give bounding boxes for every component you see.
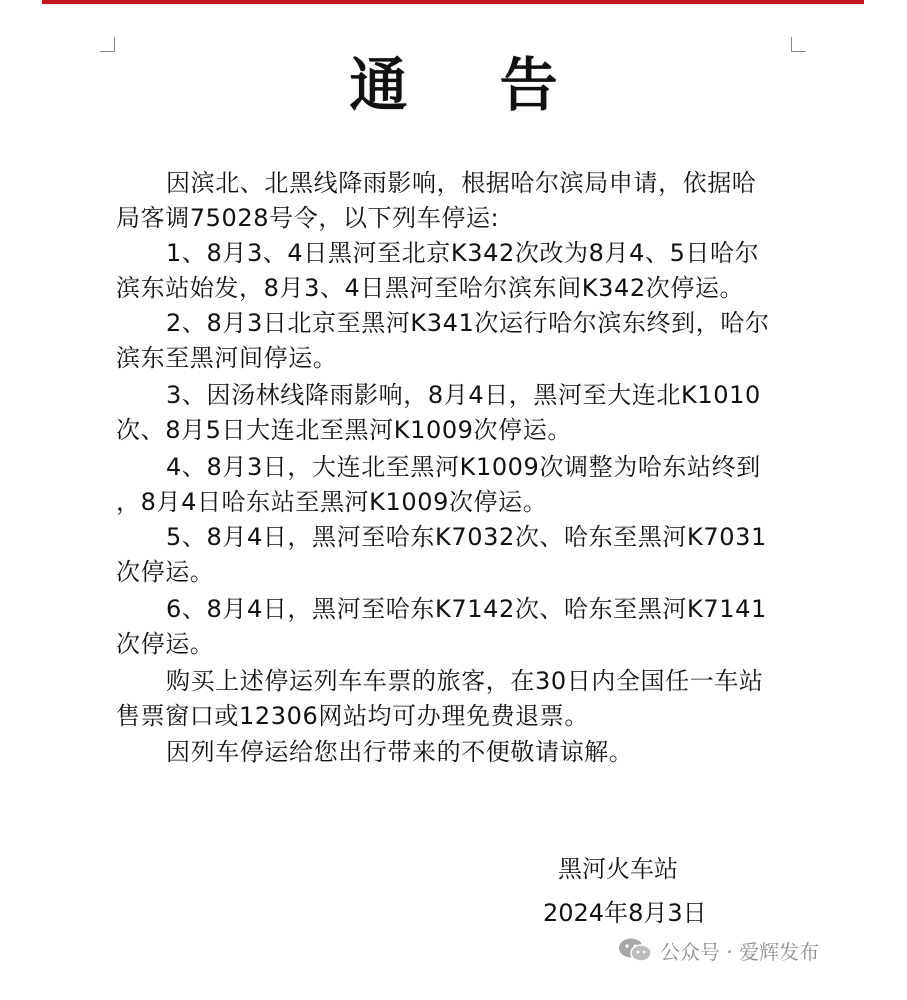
watermark: [618, 935, 819, 965]
notice-title: 通 告: [349, 51, 594, 119]
body-line-5: 2、8月3日北京至黑河K341次运行哈尔滨东终到，哈尔: [166, 309, 770, 337]
top-red-bar: [42, 0, 864, 4]
body-line-3: 1、8月3、4日黑河至北京K342次改为8月4、5日哈尔: [166, 239, 760, 267]
wechat-icon: [618, 937, 652, 963]
body-line-10: ，8月4日哈东站至黑河K1009次停运。: [116, 488, 548, 516]
body-line-2: 局客调75028号令，以下列车停运:: [116, 204, 500, 232]
body-line-6: 滨东至黑河间停运。: [116, 344, 338, 372]
body-line-14: 次停运。: [116, 630, 215, 658]
body-line-13: 6、8月4日，黑河至哈东K7142次、哈东至黑河K7141: [166, 595, 767, 623]
body-line-15: 购买上述停运列车车票的旅客，在30日内全国任一车站: [166, 667, 764, 695]
signature-date: 2024年8月3日: [543, 899, 707, 927]
body-line-8: 次、8月5日大连北至黑河K1009次停运。: [116, 416, 572, 444]
body-line-17: 因列车停运给您出行带来的不便敬请谅解。: [166, 738, 634, 766]
body-line-9: 4、8月3日，大连北至黑河K1009次调整为哈东站终到: [166, 453, 761, 481]
watermark-text: 公众号 · 爱辉发布: [660, 939, 820, 964]
body-line-11: 5、8月4日，黑河至哈东K7032次、哈东至黑河K7031: [166, 523, 767, 551]
signature-organization: 黑河火车站: [558, 855, 678, 883]
body-line-1: 因滨北、北黑线降雨影响，根据哈尔滨局申请，依据哈: [166, 169, 757, 197]
body-line-4: 滨东站始发，8月3、4日黑河至哈尔滨东间K342次停运。: [116, 274, 745, 302]
body-line-7: 3、因汤林线降雨影响，8月4日，黑河至大连北K1010: [166, 381, 761, 409]
body-line-12: 次停运。: [116, 558, 215, 586]
body-line-16: 售票窗口或12306网站均可办理免费退票。: [116, 702, 589, 730]
